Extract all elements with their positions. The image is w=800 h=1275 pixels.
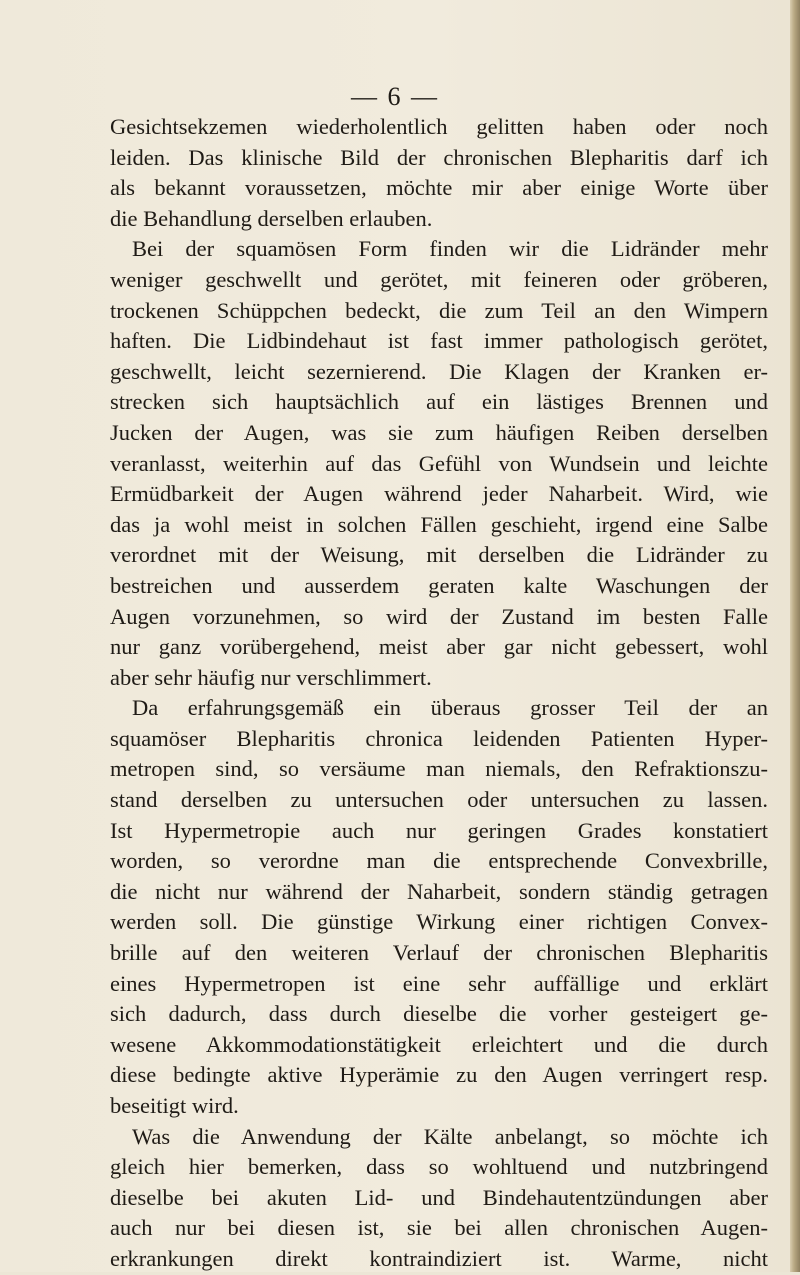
text-line: gleich hier bemerken, dass so wohltuend und nutzbringend xyxy=(110,1154,768,1180)
text-line: Was die Anwendung der Kälte anbelangt, so möchte ich xyxy=(132,1123,768,1149)
text-line: trockenen Schüppchen bedeckt, die zum Teil an den Wimpern xyxy=(110,297,768,323)
text-line: squamöser Blepharitis chronica leidenden Patienten Hyper- xyxy=(110,725,768,751)
text-line: leiden. Das klinische Bild der chronischen Blepharitis darf ich xyxy=(110,144,768,170)
text-line: strecken sich hauptsächlich auf ein lästiges Brennen und xyxy=(110,389,768,415)
text-line: veranlasst, weiterhin auf das Gefühl von Wundsein und leichte xyxy=(110,450,768,476)
text-line: sich dadurch, dass durch dieselbe die vorher gesteigert ge- xyxy=(110,1001,768,1027)
text-line: Ermüdbarkeit der Augen während jeder Naharbeit. Wird, wie xyxy=(110,481,768,507)
text-line: die Behandlung derselben erlauben. xyxy=(110,205,433,231)
text-line: weniger geschwellt und gerötet, mit feineren oder gröberen, xyxy=(110,266,768,292)
text-line: auch nur bei diesen ist, sie bei allen chronischen Augen- xyxy=(110,1215,768,1241)
text-line: dieselbe bei akuten Lid- und Bindehautentzündungen aber xyxy=(110,1184,768,1210)
text-line: die nicht nur während der Naharbeit, sondern ständig getragen xyxy=(110,878,768,904)
text-line: stand derselben zu untersuchen oder untersuchen zu lassen. xyxy=(110,787,768,813)
text-line: eines Hypermetropen ist eine sehr auffällige und erklärt xyxy=(110,970,768,996)
body-text xyxy=(110,112,768,1275)
text-line: metropen sind, so versäume man niemals, den Refraktionszu- xyxy=(110,756,768,782)
text-line: verordnet mit der Weisung, mit derselben die Lidränder zu xyxy=(110,542,768,568)
text-line: bestreichen und ausserdem geraten kalte Waschungen der xyxy=(110,572,768,598)
text-line: worden, so verordne man die entsprechende Convexbrille, xyxy=(110,848,768,874)
text-line: nur ganz vorübergehend, meist aber gar nicht gebessert, wohl xyxy=(110,634,768,660)
text-line: Bei der squamösen Form finden wir die Lidränder mehr xyxy=(132,236,768,262)
text-line: Gesichtsekzemen wiederholentlich gelitten haben oder noch xyxy=(110,114,768,139)
text-line: Augen vorzunehmen, so wird der Zustand im besten Falle xyxy=(110,603,768,629)
text-line: Jucken der Augen, was sie zum häufigen Reiben derselben xyxy=(110,419,768,445)
text-line: wesene Akkommodationstätigkeit erleichtert und die durch xyxy=(110,1031,768,1057)
text-line: werden soll. Die günstige Wirkung einer richtigen Convex- xyxy=(110,909,768,935)
text-line: beseitigt wird. xyxy=(110,1093,239,1118)
text-line: haften. Die Lidbindehaut ist fast immer pathologisch gerötet, xyxy=(110,328,768,354)
text-line: aber sehr häufig nur verschlimmert. xyxy=(110,664,432,690)
page-number: — 6 — xyxy=(351,82,439,111)
text-line: diese bedingte aktive Hyperämie zu den Augen verringert resp. xyxy=(110,1062,768,1088)
text-line: Da erfahrungsgemäß ein überaus grosser Teil der an xyxy=(132,695,768,721)
text-line: Ist Hypermetropie auch nur geringen Grades konstatiert xyxy=(110,817,768,843)
text-line: das ja wohl meist in solchen Fällen geschieht, irgend eine Salbe xyxy=(110,511,768,537)
text-line: als bekannt voraussetzen, möchte mir aber einige Worte über xyxy=(110,175,768,201)
text-line: brille auf den weiteren Verlauf der chronischen Blepharitis xyxy=(110,940,768,966)
text-line: erkrankungen direkt kontraindiziert ist. Warme, nicht xyxy=(110,1245,768,1271)
text-line: geschwellt, leicht sezernierend. Die Klagen der Kranken er- xyxy=(110,358,768,384)
book-gutter-edge xyxy=(790,0,800,1272)
